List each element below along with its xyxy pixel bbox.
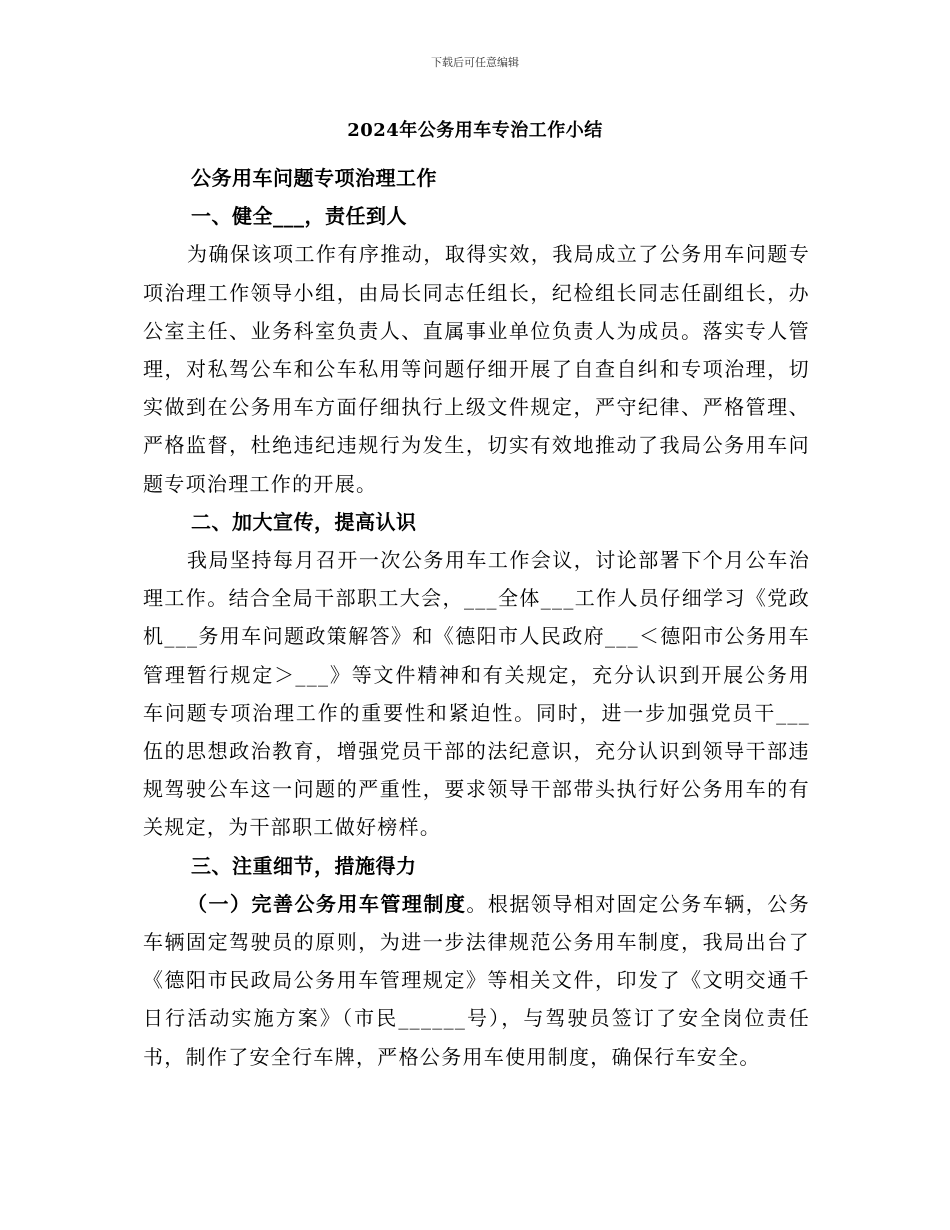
section1-heading: 一、健全___，责任到人 [191,204,407,229]
page-header-note: 下载后可任意编辑 [431,56,519,69]
section1-paragraph: 为确保该项工作有序推动，取得实效，我局成立了公务用车问题专项治理工作领导小组，由局长同志任组长，纪检组长同志任副组长，办公室主任、业务科室负责人、直属事业单位负责人为成员。落实专人管理，对私驾公车和公车私用等问题仔细开展了自查自纠和专项治理，切实做到在公务用车方面仔细执行上级文件规定，严守纪律、严格管理、严格监督，杜绝违纪违规行为发生，切实有效地推动了我局公务用车问题专项治理工作的开展。 [143,242,810,496]
document-subtitle: 公务用车问题专项治理工作 [191,166,437,190]
section3-item1-paragraph [143,885,810,1076]
document-body [143,159,810,1076]
section3-heading: 三、注重细节，措施得力 [191,853,417,878]
section3-item1-lead: （一）完善公务用车管理制度 [187,891,467,916]
section2-heading: 二、加大宣传，提高认识 [191,509,417,534]
section2-paragraph: 我局坚持每月召开一次公务用车工作会议，讨论部署下个月公车治理工作。结合全局干部职工大会，___全体___工作人员仔细学习《党政机___务用车问题政策解答》和《德阳市人民政府___＜德阳市公务用车管理暂行规定＞___》等文件精神和有关规定，充分认识到开展公务用车问题专项治理工作的重要性和紧迫性。同时，进一步加强党员干___伍的思想政治教育，增强党员干部的法纪意识，充分认识到领导干部违规驾驶公车这一问题的严重性，要求领导干部带头执行好公务用车的有关规定，为干部职工做好榜样。 [143,548,810,840]
section3-item1-body: 。根据领导相对固定公务车辆，公务车辆固定驾驶员的原则，为进一步法律规范公务用车制度，我局出台了《德阳市民政局公务用车管理规定》等相关文件，印发了《文明交通千日行活动实施方案》（市民______号），与驾驶员签订了安全岗位责任书，制作了安全行车牌，严格公务用车使用制度，确保行车安全。 [143,891,810,1069]
document-title: 2024年公务用车专治工作小结 [347,120,603,141]
